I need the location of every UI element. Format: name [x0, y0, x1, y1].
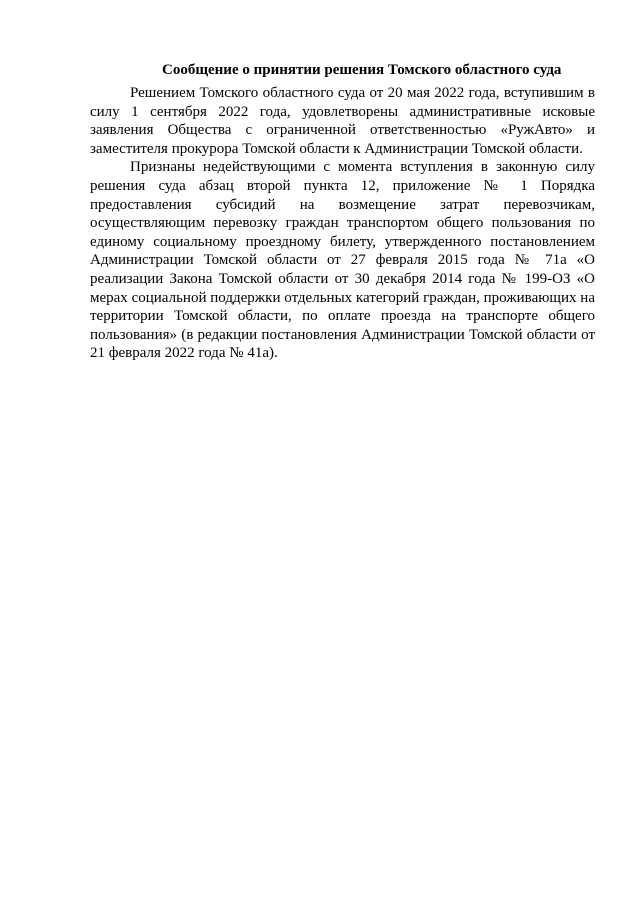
paragraph-invalidated-provisions: Признаны недействующими с момента вступления в законную силу решения суда абзац второй пункта 12, приложение № 1 Порядка предоставления субсидий на возмещение затрат перевозчикам, осуществляющим перевозку граждан транспортом общего пользования по единому социальному проездному билету, утвержденного постановлением Администрации Томской области от 27 февраля 2015 года № 71а «О реализации Закона Томской области от 30 декабря 2014 года № 199-ОЗ «О мерах социальной поддержки отдельных категорий граждан, проживающих на территории Томской области, по оплате проезда на транспорте общего пользования» (в редакции постановления Администрации Томской области от 21 февраля 2022 года № 41а). — [90, 159, 595, 362]
paragraph-decision: Решением Томского областного суда от 20 мая 2022 года, вступившим в силу 1 сентября 2022 года, удовлетворены административные исковые заявления Общества с ограниченной ответственностью «РужАвто» и заместителя прокурора Томской области к Администрации Томской области. — [90, 85, 595, 157]
document-body — [90, 62, 595, 363]
document-title: Сообщение о принятии решения Томского областного суда — [162, 62, 562, 78]
